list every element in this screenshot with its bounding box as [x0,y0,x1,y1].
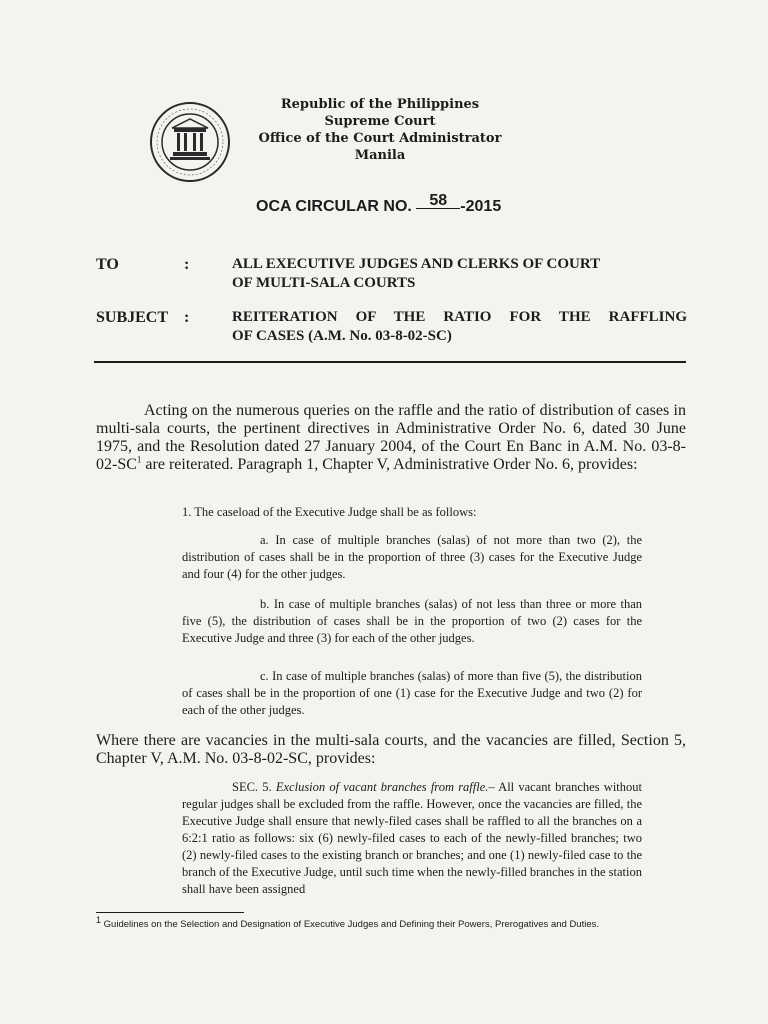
sec5-title: Exclusion of vacant branches from raffle. [275,780,489,794]
to-line-2: OF MULTI-SALA COURTS [232,275,416,291]
intro-paragraph [96,402,686,474]
intro-text-a: Acting on the numerous queries on the raffle and the ratio of distribution of cases in multi-sala courts, the pertinent directives in Administrative Order No. 6, dated 30 June 1975, and the Resolution dated 27 January 2004, of the Court En Banc in A.M. No. 03-8-02-SC [96,402,686,473]
item-c: c. In case of multiple branches (salas) of more than five (5), the distribution of cases shall be in the proportion of one (1) case for the Executive Judge and two (2) for each of the other judges. [182,669,642,717]
vacancies-paragraph: Where there are vacancies in the multi-sala courts, and the vacancies are filled, Section 5, Chapter V, A.M. No. 03-8-02-SC, provides: [96,732,686,767]
subject-line-2: OF CASES (A.M. No. 03-8-02-SC) [232,328,452,344]
subject-text [232,308,687,346]
subject-colon: : [184,309,190,326]
sec5-label: SEC. 5. [232,780,272,794]
letterhead [230,96,530,164]
to-recipients [232,255,687,293]
header-divider [94,361,686,363]
circular-year: -2015 [460,198,502,215]
letterhead-court: Supreme Court [324,114,436,129]
to-line-1: ALL EXECUTIVE JUDGES AND CLERKS OF COURT [232,256,601,272]
intro-text-b: are reiterated. Paragraph 1, Chapter V, Administrative Order No. 6, provides: [141,456,638,473]
letterhead-office: Office of the Court Administrator [258,131,502,146]
circular-prefix: OCA CIRCULAR NO. [256,198,412,215]
item-1: 1. The caseload of the Executive Judge shall be as follows: [182,505,477,519]
subject-label: SUBJECT [96,309,169,326]
footnote-marker: 1 [96,914,102,925]
to-label: TO [96,256,119,273]
footnote-ref: 1 [136,454,142,465]
sec5-text: – All vacant branches without regular judges shall be excluded from the raffle. However, once the vacancies are filled, the Executive Judge shall ensure that newly-filed cases shall be raffled to all the branches on a 6:2:1 ratio as follows: six (6) newly-filed cases to each of the newly-filled branches; two (2) newly-filed cases to the existing branch or branches; and one (1) newly-filed case to the branch of the Executive Judge, until such time when the newly-filled branches in the station shall have been assigned [182,780,642,896]
subject-line-1: REITERATION OF THE RATIO FOR THE RAFFLING [232,309,687,325]
to-colon: : [184,256,190,273]
court-seal-icon [148,100,232,184]
footnote-divider [96,912,244,913]
letterhead-city: Manila [354,148,406,163]
footnote [96,914,686,931]
footnote-text: Guidelines on the Selection and Designation of Executive Judges and Defining their Powers, Prerogatives and Duties. [103,919,600,930]
item-a: a. In case of multiple branches (salas) of not more than two (2), the distribution of cases shall be in the proportion of three (3) cases for the Executive Judge and four (4) for the other judges. [182,533,642,581]
letterhead-republic: Republic of the Philippines [280,97,480,112]
circular-title [256,192,502,216]
item-b: b. In case of multiple branches (salas) of not less than three or more than five (5), the distribution of cases shall be in the proportion of two (2) cases for the Executive Judge and three (3) for each of the other judges. [182,597,642,645]
sec5-provision [182,779,642,898]
circular-number: 58 [416,194,460,209]
